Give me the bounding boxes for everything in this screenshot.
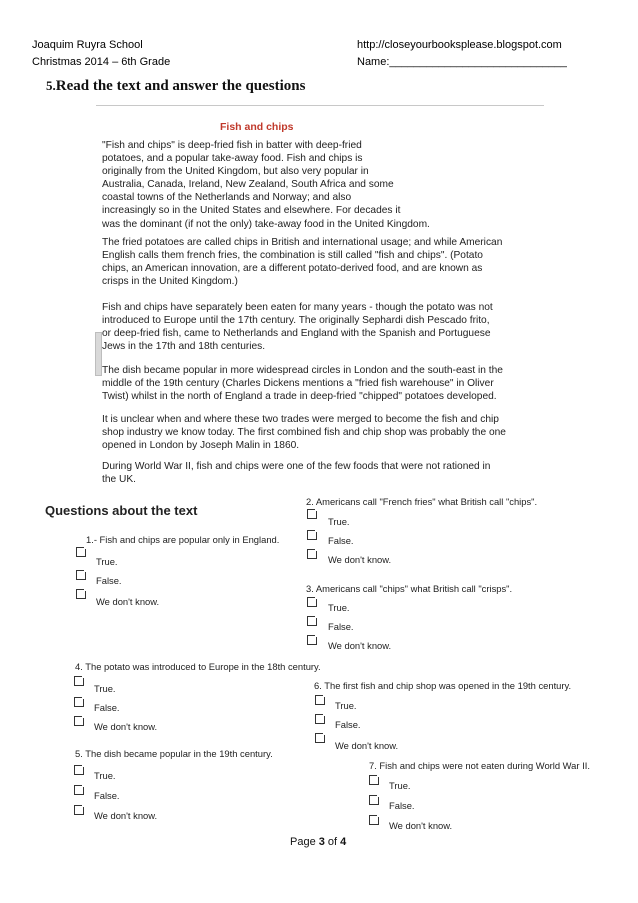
article-paragraph: Fish and chips have separately been eaten for many years - though the potato was not introduced to Europe until the 17th century. The originally Sephardi dish Pescado frito, or deep-fried fish, came to Netherlands and England with the Spanish and Portuguese Jews in the 17th and 18th centuries. xyxy=(102,302,493,353)
checkbox-q5-unknown[interactable] xyxy=(74,805,84,815)
option-label: True. xyxy=(96,556,118,567)
option-label: True. xyxy=(328,602,350,613)
question-2: 2. Americans call "French fries" what British call "chips". xyxy=(306,496,538,507)
checkbox-q6-unknown[interactable] xyxy=(315,733,325,743)
checkbox-q7-true[interactable] xyxy=(369,775,379,785)
checkbox-q7-false[interactable] xyxy=(369,795,379,805)
page-number: Page 3 of 4 xyxy=(290,836,347,848)
article-paragraph: The fried potatoes are called chips in British and international usage; and while American English calls them french fries, the combination is still called "fish and chips". (Potato chips, an American innovation, are a different potato-derived food, and are known as crisps in the United Kingdom.) xyxy=(102,237,503,288)
option-label: True. xyxy=(389,780,411,791)
article-paragraph: "Fish and chips" is deep-fried fish in batter with deep-fried potatoes, and a popular take-away food. Fish and chips is originally from the United Kingdom, but also very popular in Australia, Canada, Ireland, New Zealand, South Africa and some coastal towns of the Netherlands and Norway; and also increasingly so in the United States and elsewhere. For decades it was the dominant (if not the only) take-away food in the United Kingdom. xyxy=(102,140,430,230)
questions-heading: Questions about the text xyxy=(45,503,198,518)
checkbox-q4-false[interactable] xyxy=(74,697,84,707)
option-label: False. xyxy=(94,790,120,801)
divider xyxy=(96,105,544,106)
question-3: 3. Americans call "chips" what British call "crisps". xyxy=(306,583,513,594)
checkbox-q5-true[interactable] xyxy=(74,765,84,775)
section-title-text: Read the text and answer the questions xyxy=(55,78,306,94)
sidebar-handle[interactable] xyxy=(95,332,102,376)
checkbox-q3-true[interactable] xyxy=(307,597,317,607)
option-label: We don't know. xyxy=(94,810,158,821)
section-number: 5. xyxy=(46,78,56,93)
checkbox-q7-unknown[interactable] xyxy=(369,815,379,825)
checkbox-q1-true[interactable] xyxy=(76,547,86,557)
checkbox-q6-true[interactable] xyxy=(315,695,325,705)
question-5: 5. The dish became popular in the 19th century. xyxy=(75,748,273,759)
option-label: False. xyxy=(96,575,122,586)
option-label: False. xyxy=(335,719,361,730)
course-label: Christmas 2014 – 6th Grade xyxy=(32,56,171,68)
option-label: False. xyxy=(328,535,354,546)
checkbox-q6-false[interactable] xyxy=(315,714,325,724)
checkbox-q4-unknown[interactable] xyxy=(74,716,84,726)
option-label: True. xyxy=(328,516,350,527)
article-title: Fish and chips xyxy=(220,121,294,133)
checkbox-q4-true[interactable] xyxy=(74,676,84,686)
option-label: False. xyxy=(328,621,354,632)
blog-url: http://closeyourbooksplease.blogspot.com xyxy=(357,39,562,51)
option-label: We don't know. xyxy=(328,554,392,565)
article-paragraph: During World War II, fish and chips were one of the few foods that were not rationed in the UK. xyxy=(102,461,491,486)
question-7: 7. Fish and chips were not eaten during World War II. xyxy=(369,760,590,771)
checkbox-q2-unknown[interactable] xyxy=(307,549,317,559)
section-title xyxy=(46,78,305,95)
option-label: We don't know. xyxy=(335,740,399,751)
checkbox-q2-true[interactable] xyxy=(307,509,317,519)
article-paragraph: The dish became popular in more widespread circles in London and the south-east in the middle of the 19th century (Charles Dickens mentions a "fried fish warehouse" in Oliver Twist) whilst in the north of England a trade in deep-fried "chipped" potatoes developed. xyxy=(102,365,503,403)
question-4: 4. The potato was introduced to Europe in the 18th century. xyxy=(75,661,321,672)
option-label: We don't know. xyxy=(328,640,392,651)
option-label: We don't know. xyxy=(389,820,453,831)
option-label: False. xyxy=(389,800,415,811)
question-1: 1.- Fish and chips are popular only in England. xyxy=(86,534,280,545)
checkbox-q1-false[interactable] xyxy=(76,570,86,580)
checkbox-q5-false[interactable] xyxy=(74,785,84,795)
name-field-label: Name:_____________________________ xyxy=(357,56,567,68)
checkbox-q2-false[interactable] xyxy=(307,530,317,540)
option-label: True. xyxy=(335,700,357,711)
checkbox-q3-unknown[interactable] xyxy=(307,635,317,645)
checkbox-q1-unknown[interactable] xyxy=(76,589,86,599)
article-paragraph: It is unclear when and where these two trades were merged to become the fish and chip shop industry we know today. The first combined fish and chip shop was probably the one opened in London by Joseph Malin in 1860. xyxy=(102,414,506,452)
school-name: Joaquim Ruyra School xyxy=(32,39,143,51)
option-label: True. xyxy=(94,683,116,694)
option-label: False. xyxy=(94,702,120,713)
option-label: We don't know. xyxy=(94,721,158,732)
option-label: True. xyxy=(94,770,116,781)
option-label: We don't know. xyxy=(96,596,160,607)
question-6: 6. The first fish and chip shop was opened in the 19th century. xyxy=(314,680,572,691)
checkbox-q3-false[interactable] xyxy=(307,616,317,626)
